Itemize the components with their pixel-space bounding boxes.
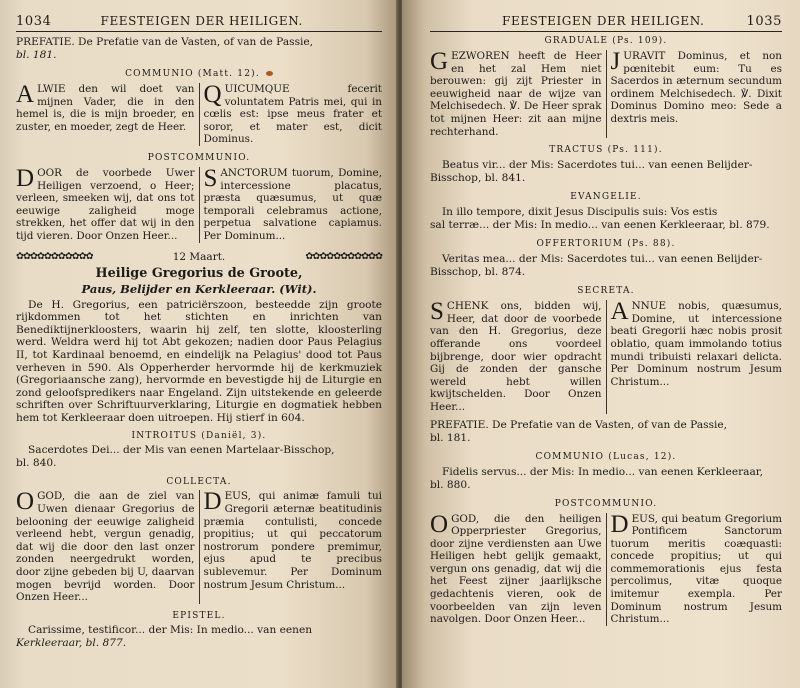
drop-cap: D [610, 510, 629, 538]
tractus-line: Beatus vir... der Mis: Sacerdotes tui... van eenen Belijder- [442, 159, 753, 172]
communio-columns [16, 83, 382, 146]
postcommunio-columns [430, 510, 782, 626]
epistel-line: Carissime, testificor... der Mis: In medio... van eenen [28, 623, 313, 636]
evangelie-heading: EVANGELIE. [570, 192, 642, 203]
offertorium-heading: OFFERTORIUM (Ps. 88). [536, 239, 676, 250]
postcommunio-dutch: OGOD, die den heiligen Opperpriester Gregorius, door zijne verdiensten aan Uwe Heiligen hebt gelijk gemaakt, vergun ons genadig, dat wij die het Feest zijner jaarlijksche gedachtenis vieren, ook de voorbeelden van zijn leven navolgen. Door Onzen Heer... [430, 513, 607, 626]
introitus-heading: INTROITUS (Daniël, 3). [131, 431, 267, 442]
communio-latin: QUICUMQUE fecerit voluntatem Patris mei, qui in cœlis est: ipse meus frater et soror, et mater est, dicit Dominus. [203, 81, 382, 146]
postcommunio-heading: POSTCOMMUNIO. [554, 498, 658, 509]
communio-line: Fidelis servus... der Mis: In medio... van eenen Kerkleeraar, [442, 465, 764, 478]
introitus-line: Sacerdotes Dei... der Mis van eenen Martelaar-Bisschop, [28, 444, 335, 457]
communio-dutch: ALWIE den wil doet van mijnen Vader, die in den hemel is, die is mijn broeder, en zuster, en moeder, zegt de Heer. [16, 83, 200, 146]
feast-subtitle: Paus, Belijder en Kerkleeraar. (Wit). [81, 281, 317, 296]
postcommunio-heading: POSTCOMMUNIO. [147, 152, 251, 163]
graduale-heading: GRADUALE (Ps. 109). [544, 36, 668, 46]
running-head [16, 14, 382, 32]
collecta-heading: COLLECTA. [166, 477, 232, 488]
right-page [402, 0, 800, 688]
feast-date: 12 Maart. [172, 250, 226, 263]
drop-cap: Q [203, 81, 222, 108]
stain-mark [266, 71, 273, 76]
secreta-dutch: SCHENK ons, bidden wij, Heer, dat door de voorbede van den H. Gregorius, deze offerande ons voordeel bijbrenge, door wier opdracht Gij de zonden der gansche wereld hebt willen kwijtschelden. Door Onzen Heer... [430, 300, 607, 413]
date-divider [16, 251, 382, 263]
evangelie-ref: sal terræ... der Mis: In medio... van eenen Kerkleeraar, bl. 879. [430, 219, 770, 232]
collecta-columns [16, 490, 382, 603]
drop-cap: A [610, 298, 629, 326]
drop-cap: J [610, 48, 621, 75]
drop-cap: D [203, 488, 222, 516]
prefatie-ref: bl. 181. [430, 431, 471, 444]
postcommunio-dutch: DOOR de voorbede Uwer Heiligen verzoend, o Heer; verleen, smeeken wij, dat ons tot eeuwige zaligheid moge strekken, het offer dat wij in den tijd vieren. Door Onzen Heer... [16, 167, 200, 243]
evangelie-line: In illo tempore, dixit Jesus Discipulis suis: Vos estis [442, 206, 718, 219]
postcommunio-columns [16, 164, 382, 243]
graduale-dutch: GEZWOREN heeft de Heer en het zal Hem niet berouwen: gij zijt Priester in eeuwigheid naar de wijze van Melchisedech. ℣. De Heer sprak tot mijnen Heer: zit aan mijne rechterhand. [430, 50, 607, 138]
drop-cap: O [430, 510, 449, 538]
tractus-heading: TRACTUS (Ps. 111). [549, 145, 663, 156]
drop-cap: G [430, 48, 449, 75]
left-page [0, 0, 398, 688]
running-head-title: FEESTEIGEN DER HEILIGEN. [100, 14, 303, 28]
communio-ref: bl. 880. [430, 478, 471, 491]
page-number: 1035 [746, 14, 782, 29]
epistel-ref: Kerkleeraar, bl. 877. [16, 636, 127, 649]
communio-heading: COMMUNIO (Lucas, 12). [535, 451, 677, 462]
secreta-latin: ANNUE nobis, quæsumus, Domine, ut intercessione beati Gregorii hæc nobis prosit oblatio, quam immolando totius mundi tribuisti relaxari delicta. Per Dominum nostrum Jesum Christum... [610, 298, 782, 388]
communio-heading: COMMUNIO (Matt. 12). [16, 69, 382, 79]
tractus-ref: Bisschop, bl. 841. [430, 172, 526, 185]
ornament-right: ✿✿✿✿✿✿✿✿✿✿✿ [305, 251, 382, 263]
drop-cap: S [203, 164, 218, 192]
postcommunio-latin: DEUS, qui beatum Gregorium Pontificem Sanctorum tuorum meritis coæquasti: concede propitius; ut qui commemorationis ejus festa percolimus, vitæ quoque imitemur exempla. Per Dominum nostrum Jesum Christum... [610, 510, 782, 626]
graduale-columns [430, 50, 782, 138]
secreta-heading: SECRETA. [577, 286, 635, 297]
running-head-title: FEESTEIGEN DER HEILIGEN. [502, 14, 705, 28]
drop-cap: S [430, 298, 444, 326]
secreta-columns [430, 300, 782, 413]
drop-cap: A [16, 81, 35, 108]
drop-cap: D [16, 164, 35, 192]
ornament-left: ✿✿✿✿✿✿✿✿✿✿✿ [16, 251, 93, 263]
collecta-dutch: OGOD, die aan de ziel van Uwen dienaar Gregorius de belooning der eeuwige zaligheid verleend hebt, vergun genadig, dat wij die door den last onzer zonden neergedrukt worden, door zijne gebeden bij U, daarvan mogen bevrijd worden. Door Onzen Heer... [16, 490, 200, 603]
page-number: 1034 [16, 14, 52, 29]
drop-cap: O [16, 488, 35, 516]
offertorium-ref: Bisschop, bl. 874. [430, 266, 526, 279]
prefatie-ref: bl. 181. [16, 49, 57, 61]
feast-title: Heilige Gregorius de Groote, [95, 265, 303, 281]
offertorium-line: Veritas mea... der Mis: Sacerdotes tui... van eenen Belijder- [442, 253, 763, 266]
epistel-heading: EPISTEL. [172, 610, 226, 621]
introitus-ref: bl. 840. [16, 457, 57, 470]
prefatie-line: PREFATIE. De Prefatie van de Vasten, of van de Passie, [16, 36, 314, 48]
collecta-latin: DEUS, qui animæ famuli tui Gregorii æternæ beatitudinis præmia contulisti, concede propitius; ut qui peccatorum nostrorum pondere premimur, ejus apud te precibus sublevemur. Per Dominum nostrum Jesum Christum... [203, 488, 382, 591]
running-head [430, 14, 782, 32]
biography-text: De H. Gregorius, een patriciërszoon, besteedde zijn groote rijkdommen tot het stichten en inrichten van Benediktijnerkloosters, waarin hij zelf, ten slotte, kloosterling werd. Weldra werd hij tot Abt gekozen; nadien door Paus Pelagius II, tot Kardinaal benoemd, en eindelijk na Pelagius' dood tot Paus verheven in 590. Als Opperherder hervormde hij de kerkmuziek (Gregoriaansche zang), hervormde en bevestigde hij de Liturgie en zond geloofspredikers naar Engeland. Zijn uitstekende en geleerde schriften over Schriftuurverklaring, Liturgie en dogmatiek hebben hem tot Kerkleeraar doen uitroepen. Hij stierf in 604. [16, 298, 382, 424]
graduale-latin: JURAVIT Dominus, et non pœnitebit eum: Tu es Sacerdos in æternum secundum ordinem Melchisedech. ℣. Dixit Dominus Domino meo: Sede a dextris meis. [610, 48, 782, 125]
postcommunio-latin: SANCTORUM tuorum, Domine, intercessione placatus, præsta quæsumus, ut quæ temporali celebramus actione, perpetua salvatione capiamus. Per Dominum... [203, 164, 382, 242]
prefatie-line: PREFATIE. De Prefatie van de Vasten, of van de Passie, [430, 418, 728, 431]
